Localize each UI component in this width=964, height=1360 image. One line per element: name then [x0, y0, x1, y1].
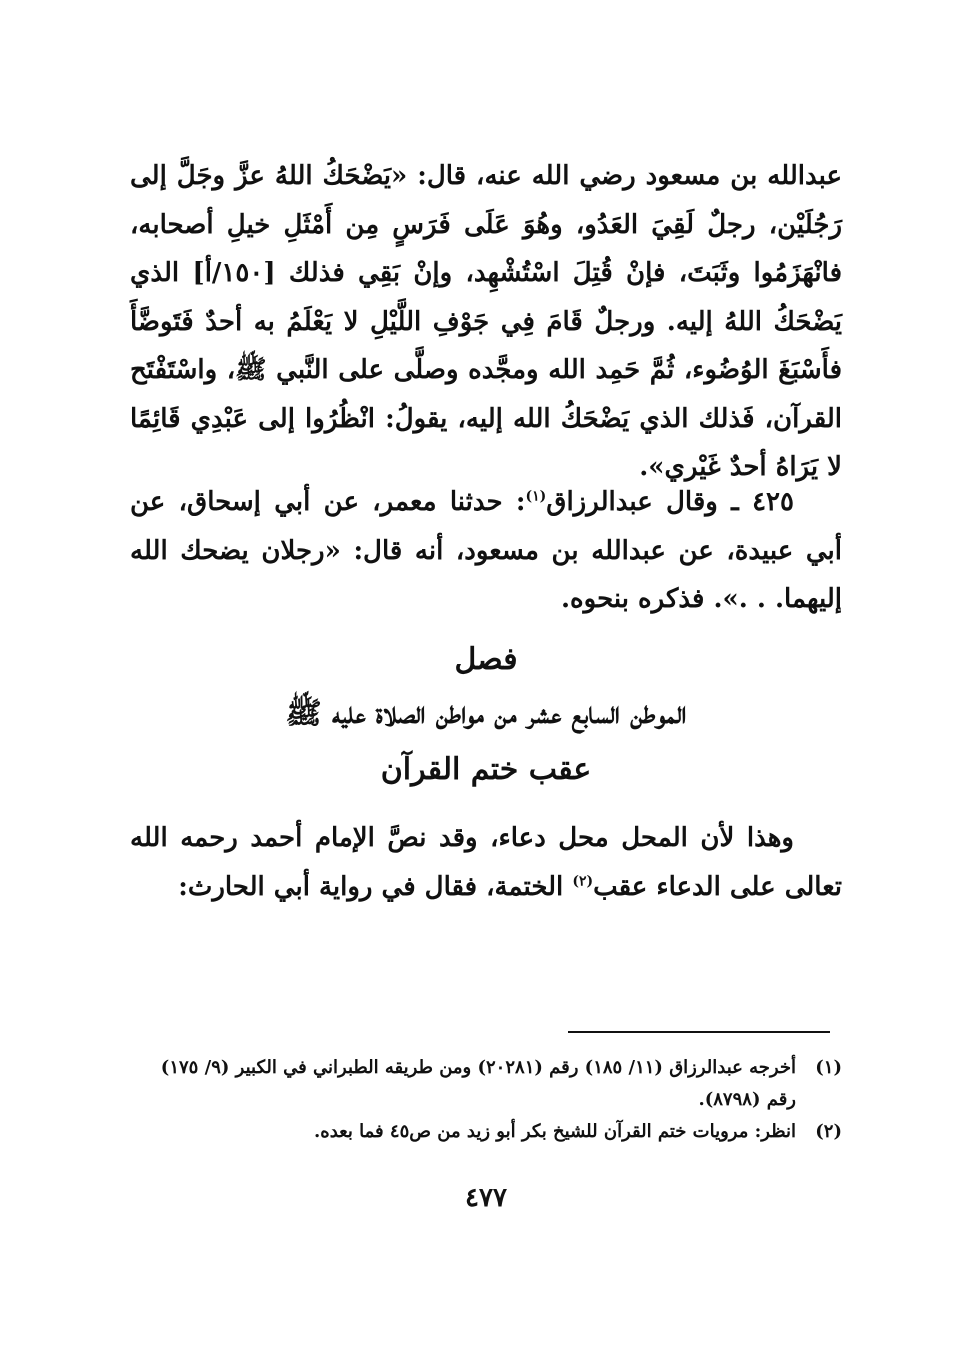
footnotes-section	[130, 1052, 842, 1148]
narration-425-start: ٤٢٥ ـ وقال عبدالرزاق	[546, 487, 794, 517]
footnote-ref-1[interactable]: (١)	[525, 488, 547, 505]
section-heading-sub: عقب ختم القرآن	[380, 752, 592, 787]
section-intro-rest: الختمة، فقال في رواية أبي الحارث:	[178, 871, 573, 902]
footnote-number: (٢)	[815, 1121, 842, 1142]
paragraph-hadith-content: عبدالله بن مسعود رضي الله عنه، قال: «يَضْحَكُ اللهُ عزَّ وجَلَّ إلى رَجُلَيْن، رجلٌ لَقِيَ العَدُو، وهُوَ عَلَى فَرَسٍ مِن أَمْثَلِ خيلِ أصحابه، فانْهَزَمُوا وثَبَتَ، فإنْ قُتِلَ اسْتُشْهِد، وإنْ بَقِي فذلك [١٥٠/أ] الذي يَضْحَكُ اللهُ إليه. ورجلٌ قَامَ فِي جَوْفِ اللَّيْلِ لا يَعْلَمُ به أحدٌ فَتَوضَّأَ فأَسْبَغَ الوُضُوء، ثُمَّ حَمِد الله ومجَّده وصلَّى على النَّبي ﷺ، واسْتَفْتَح القرآن، فَذلك الذي يَضْحَكُ الله إليه، يقولُ: انْظُرُوا إلى عَبْدِي قَائِمًا لا يَرَاهُ أحدٌ غَيْري».	[130, 161, 842, 482]
footnote-text: انظر: مرويات ختم القرآن للشيخ بكر أبو زيد من ص٤٥ فما بعده.	[314, 1121, 796, 1142]
paragraph-narration-425	[130, 478, 842, 624]
section-heading-fasl: فصل	[454, 642, 518, 677]
footnote-ref-2[interactable]: (٢)	[572, 872, 594, 889]
narration-425-rest: : حدثنا معمر، عن أبي إسحاق، عن أبي عبيدة، عن عبدالله بن مسعود، أنه قال: «رجلان يضحك الله إليهما. . .». فذكره بنحوه.	[130, 487, 842, 614]
paragraph-section-intro	[130, 814, 842, 911]
section-intro-start: وهذا لأن المحل محل دعاء، وقد نصَّ الإمام أحمد رحمه الله تعالى على الدعاء عقب	[130, 823, 842, 902]
footnote-text: أخرجه عبدالرزاق (١١/ ١٨٥) رقم (٢٠٢٨١) ومن طريقه الطبراني في الكبير (٩/ ١٧٥) رقم (٨٧٩٨).	[160, 1057, 796, 1110]
footnote-item-1	[130, 1052, 842, 1116]
footnote-item-2	[130, 1116, 842, 1148]
footnote-number: (١)	[815, 1057, 842, 1078]
page-number: ٤٧٧	[465, 1183, 507, 1213]
footnote-separator-rule	[568, 1031, 830, 1033]
paragraph-hadith-text	[130, 152, 842, 492]
section-heading-main: الموطن السابع عشر من مواطن الصلاة عليه ﷺ	[285, 696, 687, 731]
